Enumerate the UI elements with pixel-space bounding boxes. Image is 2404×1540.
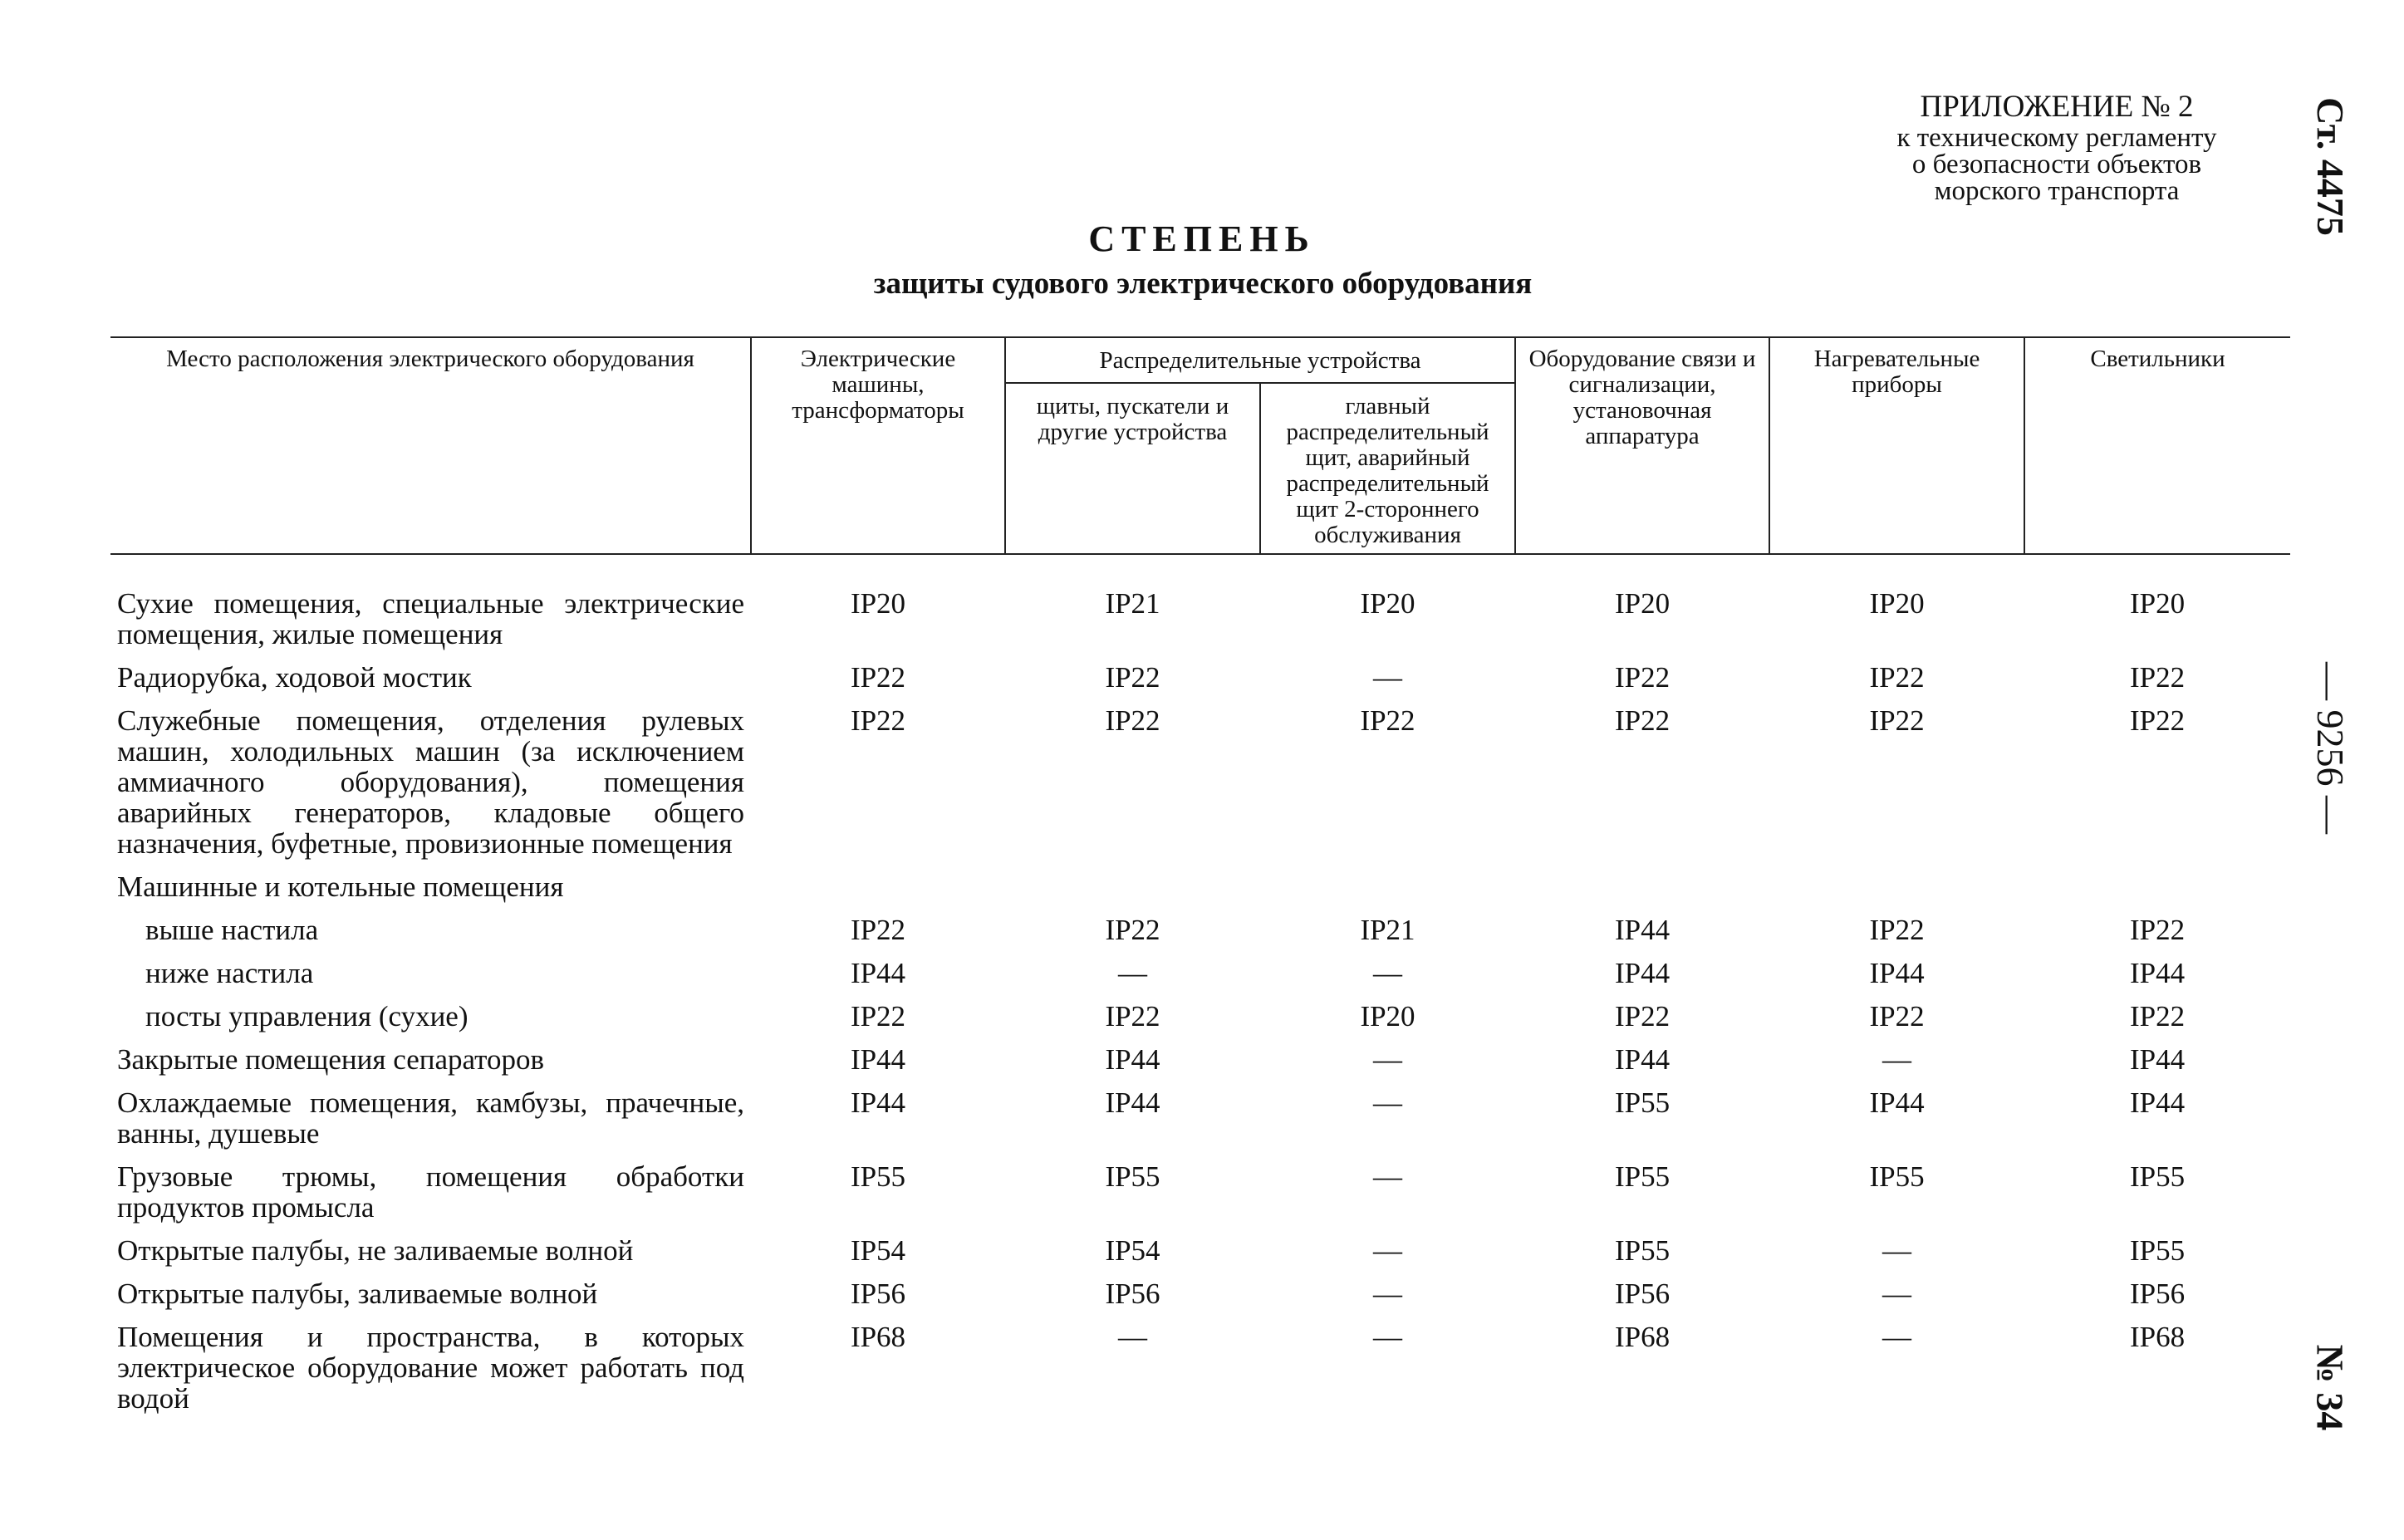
protection-value: IP44	[1614, 914, 1671, 946]
protection-value: IP22	[1105, 661, 1160, 694]
protection-value: IP56	[850, 1278, 906, 1310]
page-number: — 9256 —	[2308, 661, 2352, 834]
table-row	[110, 554, 2290, 662]
protection-value: IP56	[1105, 1278, 1160, 1310]
protection-value: IP44	[1105, 1043, 1160, 1076]
protection-value: —	[1882, 1278, 1912, 1310]
protection-value: IP20	[1360, 587, 1415, 620]
row-place: ниже настила	[145, 957, 314, 989]
row-place: Сухие помещения, специальные электрические помещения, жилые помещения	[117, 587, 744, 650]
protection-value: —	[1882, 1043, 1912, 1076]
table-row	[110, 1322, 2290, 1426]
protection-value: IP68	[1614, 1321, 1671, 1353]
protection-value: IP22	[1869, 704, 1925, 737]
table-row	[110, 1087, 2290, 1161]
protection-value: IP55	[1869, 1160, 1925, 1193]
row-place: Грузовые трюмы, помещения обработки продуктов промысла	[117, 1160, 744, 1224]
protection-value: IP55	[1614, 1160, 1671, 1193]
row-place: Помещения и пространства, в которых электрическое оборудование может работать под водой	[117, 1321, 744, 1415]
protection-value: —	[1373, 1043, 1402, 1076]
protection-value: —	[1373, 1278, 1402, 1310]
row-place: Открытые палубы, заливаемые волной	[117, 1278, 598, 1310]
protection-value: IP44	[1614, 957, 1671, 989]
protection-value: IP44	[1869, 957, 1925, 989]
protection-value: —	[1882, 1234, 1912, 1267]
header-heaters: Нагревательные приборы	[1769, 337, 2024, 554]
protection-value	[1769, 871, 2024, 915]
protection-value: IP55	[2129, 1160, 2186, 1193]
protection-value: IP20	[2129, 587, 2186, 620]
protection-value: IP21	[1360, 914, 1415, 946]
table-row	[110, 1235, 2290, 1278]
protection-value: IP22	[1869, 914, 1925, 946]
table-row	[110, 1161, 2290, 1235]
protection-value: IP22	[1105, 1000, 1160, 1032]
protection-value: IP44	[850, 957, 906, 989]
protection-value: —	[1118, 1321, 1147, 1353]
protection-value: —	[1373, 1160, 1402, 1193]
row-place: Открытые палубы, не заливаемые волной	[117, 1234, 634, 1267]
row-place: Служебные помещения, отделения рулевых машин, холодильных машин (за исключением аммиачного оборудования), помещения аварийных генераторов, кладовые общего назначения, буфетные, провизионные помещения	[117, 704, 744, 860]
protection-value: —	[1373, 1234, 1402, 1267]
protection-value: —	[1373, 1321, 1402, 1353]
protection-value: IP68	[850, 1321, 906, 1353]
protection-value: IP22	[1614, 704, 1671, 737]
header-distribution: Распределительные устройства	[1005, 337, 1515, 383]
header-place: Место расположения электрического оборудования	[110, 337, 751, 554]
protection-value: IP44	[2129, 957, 2186, 989]
protection-value: —	[1118, 957, 1147, 989]
protection-value: —	[1373, 957, 1402, 989]
table-row	[110, 705, 2290, 871]
protection-value: IP56	[1614, 1278, 1671, 1310]
protection-value: IP22	[1105, 704, 1160, 737]
protection-value: IP22	[1360, 704, 1415, 737]
annex-line: к техническому регламенту	[1896, 123, 2217, 153]
table-row	[110, 871, 2290, 915]
protection-value: IP44	[850, 1043, 906, 1076]
table-row	[110, 1001, 2290, 1044]
table-row	[110, 915, 2290, 958]
protection-value: IP22	[1105, 914, 1160, 946]
page-title: СТЕПЕНЬ	[1088, 218, 1316, 259]
row-place: посты управления (сухие)	[145, 1000, 469, 1032]
protection-value: IP54	[1105, 1234, 1160, 1267]
protection-value: IP20	[1360, 1000, 1415, 1032]
annex-number: ПРИЛОЖЕНИЕ № 2	[1920, 90, 2194, 124]
protection-value: IP44	[850, 1086, 906, 1119]
protection-value	[2024, 871, 2290, 915]
protection-value: IP55	[1614, 1086, 1671, 1119]
protection-value: IP22	[1869, 1000, 1925, 1032]
annex-line: о безопасности объектов	[1911, 150, 2202, 179]
protection-value	[1260, 871, 1515, 915]
protection-value: IP22	[1614, 661, 1671, 694]
header-main-board: главный распределительный щит, аварийный распределительный щит 2-стороннего обслуживания	[1260, 383, 1515, 554]
protection-value: IP44	[1105, 1086, 1160, 1119]
protection-value: IP54	[850, 1234, 906, 1267]
protection-value: IP44	[1614, 1043, 1671, 1076]
protection-value: —	[1373, 1086, 1402, 1119]
protection-value	[1515, 871, 1769, 915]
header-comms: Оборудование связи и сигнализации, установочная аппаратура	[1515, 337, 1769, 554]
protection-value: IP22	[850, 1000, 906, 1032]
header-panels: щиты, пускатели и другие устройства	[1005, 383, 1260, 554]
protection-value: IP44	[2129, 1043, 2186, 1076]
page-subtitle: защиты судового электрического оборудования	[873, 267, 1533, 301]
protection-value: IP55	[1105, 1160, 1160, 1193]
protection-value: IP22	[2129, 914, 2186, 946]
protection-value: IP20	[850, 587, 906, 620]
table-row	[110, 1044, 2290, 1087]
table-row	[110, 1278, 2290, 1322]
protection-value: IP22	[1614, 1000, 1671, 1032]
table-body	[110, 554, 2290, 1426]
protection-value: IP20	[1614, 587, 1671, 620]
annex-line: морского транспорта	[1934, 176, 2180, 206]
protection-value: IP44	[2129, 1086, 2186, 1119]
protection-value	[1005, 871, 1260, 915]
protection-value: IP22	[850, 704, 906, 737]
row-place: Закрытые помещения сепараторов	[117, 1043, 544, 1076]
protection-value: —	[1373, 661, 1402, 694]
protection-table	[110, 336, 2290, 1426]
protection-value: IP22	[2129, 661, 2186, 694]
row-place: выше настила	[145, 914, 319, 946]
table-row	[110, 662, 2290, 705]
row-place: Машинные и котельные помещения	[117, 871, 564, 903]
protection-value: IP22	[1869, 661, 1925, 694]
protection-value: IP68	[2129, 1321, 2186, 1353]
protection-value: IP22	[2129, 704, 2186, 737]
table-row	[110, 958, 2290, 1001]
protection-value: IP22	[850, 661, 906, 694]
row-place: Охлаждаемые помещения, камбузы, прачечные, ванны, душевые	[117, 1086, 744, 1150]
protection-value: IP21	[1105, 587, 1160, 620]
protection-value: IP44	[1869, 1086, 1925, 1119]
row-place: Радиорубка, ходовой мостик	[117, 661, 472, 694]
protection-value: IP56	[2129, 1278, 2186, 1310]
protection-value: IP55	[1614, 1234, 1671, 1267]
protection-value	[751, 871, 1005, 915]
protection-value: IP22	[2129, 1000, 2186, 1032]
protection-value: IP22	[850, 914, 906, 946]
article-number: Ст. 4475	[2308, 96, 2352, 236]
protection-value: IP20	[1869, 587, 1925, 620]
issue-number: № 34	[2308, 1344, 2352, 1430]
header-machines: Электрические машины, трансформаторы	[751, 337, 1005, 554]
annex-block	[1849, 90, 2264, 204]
protection-value: IP55	[2129, 1234, 2186, 1267]
header-lights: Светильники	[2024, 337, 2290, 554]
protection-value: —	[1882, 1321, 1912, 1353]
protection-value: IP55	[850, 1160, 906, 1193]
